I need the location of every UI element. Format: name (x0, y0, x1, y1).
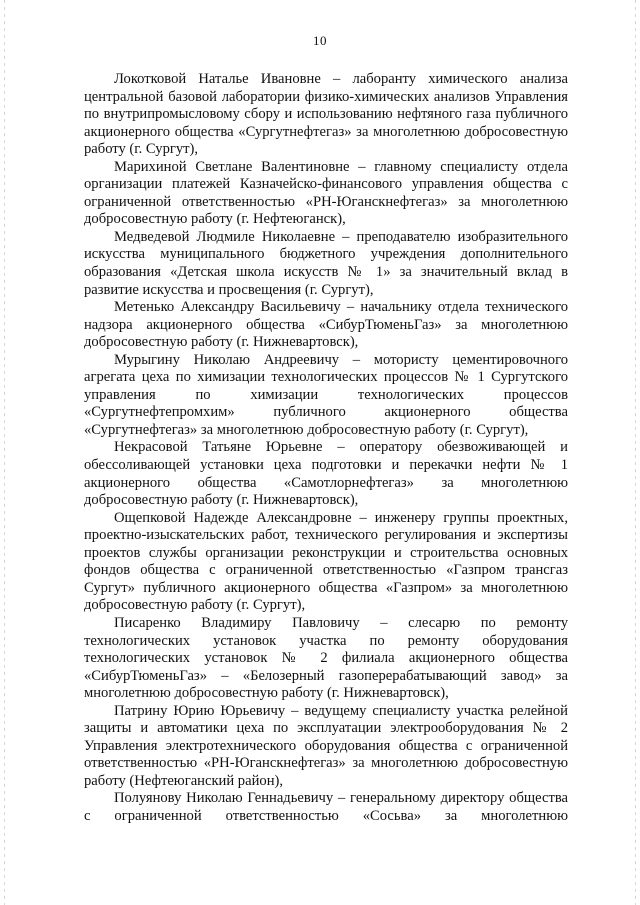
award-paragraph-lokotkova: Локотковой Наталье Ивановне – лаборанту химического анализа центральной базовой лаборатории физико-химических анализов Управления по внутрипромысловому сбору и использованию нефтяного газа публичного акционерного общества «Сургутнефтегаз» за многолетнюю добросовестную работу (г. Сургут), (84, 71, 568, 158)
award-paragraph-oshchepkova: Ощепковой Надежде Александровне – инженеру группы проектных, проектно-изыскательских работ, технического регулирования и экспертизы проектов службы организации реконструкции и строительства основных фондов общества с ограниченной ответственностью «Газпром трансгаз Сургут» публичного акционерного общества «Газпром» за многолетнюю добросовестную работу (г. Сургут), (84, 509, 568, 614)
award-paragraph-marikhina: Марихиной Светлане Валентиновне – главному специалисту отдела организации платежей Казначейско-финансового управления общества с ограниченной ответственностью «РН-Юганскнефтегаз» за многолетнюю добросовестную работу (г. Нефтеюганск), (84, 158, 568, 228)
scan-edge-right (635, 0, 636, 905)
award-paragraph-murygin: Мурыгину Николаю Андреевичу – мотористу цементировочного агрегата цеха по химизации технологических процессов № 1 Сургутского управления по химизации технологических процессов «Сургутнефтепромхим» публичного акционерного общества «Сургутнефтегаз» за многолетнюю добросовестную работу (г. Сургут), (84, 351, 568, 438)
award-paragraph-metenko: Метенько Александру Васильевичу – начальнику отдела технического надзора акционерного общества «СибурТюменьГаз» за многолетнюю добросовестную работу (г. Нижневартовск), (84, 299, 568, 351)
scan-edge-left (4, 0, 5, 905)
page-number: 10 (313, 33, 327, 48)
award-paragraph-patrin: Патрину Юрию Юрьевичу – ведущему специалисту участка релейной защиты и автоматики цеха по эксплуатации электрооборудования № 2 Управления электротехнического оборудования общества с ограниченной ответственностью «РН-Юганскнефтегаз» за многолетнюю добросовестную работу (Нефтеюганский район), (84, 702, 568, 789)
award-paragraph-poluyanov: Полуянову Николаю Геннадьевичу – генеральному директору общества с ограниченной ответственностью «Сосьва» за многолетнюю (84, 790, 568, 824)
award-paragraph-pisarenko: Писаренко Владимиру Павловичу – слесарю по ремонту технологических установок участка по ремонту оборудования технологических установок № 2 филиала акционерного общества «СибурТюменьГаз» – «Белозерный газоперерабатывающий завод» за многолетнюю добросовестную работу (г. Нижневартовск), (84, 614, 568, 702)
award-paragraph-nekrasova: Некрасовой Татьяне Юрьевне – оператору обезвоживающей и обессоливающей установки цеха подготовки и перекачки нефти № 1 акционерного общества «Самотлорнефтегаз» за многолетнюю добросовестную работу (г. Нижневартовск), (84, 439, 568, 509)
award-paragraph-medvedeva: Медведевой Людмиле Николаевне – преподавателю изобразительного искусства муниципального бюджетного учреждения дополнительного образования «Детская школа искусств № 1» за значительный вклад в развитие искусства и просвещения (г. Сургут), (84, 228, 568, 298)
document-body (84, 71, 568, 826)
